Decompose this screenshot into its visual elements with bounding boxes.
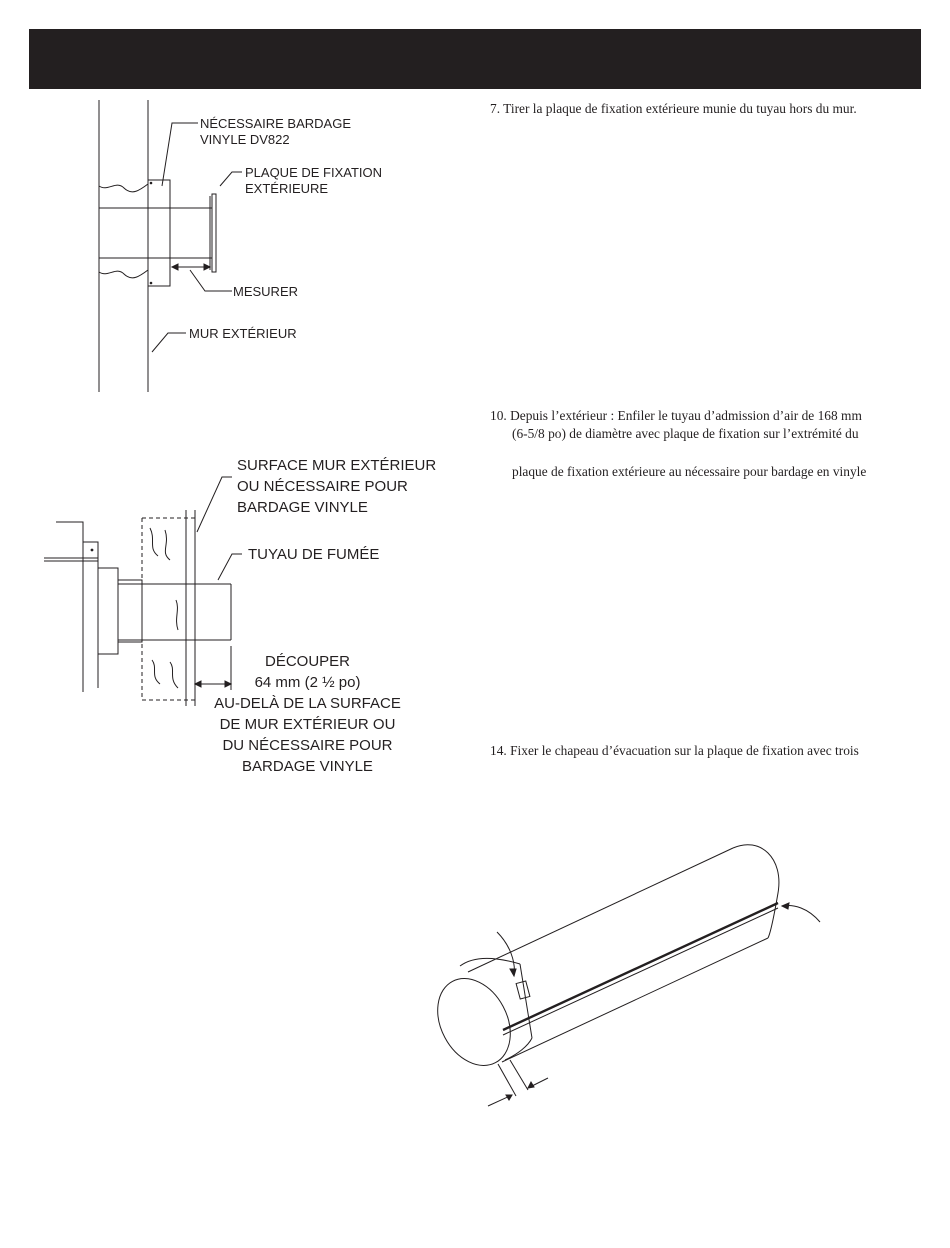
label-surface: SURFACE MUR EXTÉRIEUR OU NÉCESSAIRE POUR BARDAGE VINYLE (237, 457, 437, 516)
label-exterior-plate: PLAQUE DE FIXATION EXTÉRIEURE (245, 165, 383, 196)
step-10-line-1: 10. Depuis l’extérieur : Enfiler le tuyau d’admission d’air de 168 mm (490, 408, 862, 423)
label-siding-kit: NÉCESSAIRE BARDAGE VINYLE DV822 (200, 116, 351, 147)
label-exterior-wall: MUR EXTÉRIEUR (189, 326, 297, 341)
step-10-line-2: (6-5/8 po) de diamètre avec plaque de fixation sur l’extrémité du (512, 426, 859, 441)
label-flue-pipe: TUYAU DE FUMÉE (248, 546, 380, 563)
label-cut-instruction: DÉCOUPER 64 mm (2 ½ po) AU-DELÀ DE LA SURFACE DE MUR EXTÉRIEUR OU DU NÉCESSAIRE POUR BARDAGE VINYLE (214, 653, 401, 775)
step-10-line-3: plaque de fixation extérieure au nécessaire pour bardage en vinyle (512, 464, 867, 479)
label-measure: MESURER (233, 284, 299, 299)
step-7-text: 7. Tirer la plaque de fixation extérieure munie du tuyau hors du mur. (490, 101, 857, 116)
step-14-text: 14. Fixer le chapeau d’évacuation sur la plaque de fixation avec trois (490, 743, 859, 758)
